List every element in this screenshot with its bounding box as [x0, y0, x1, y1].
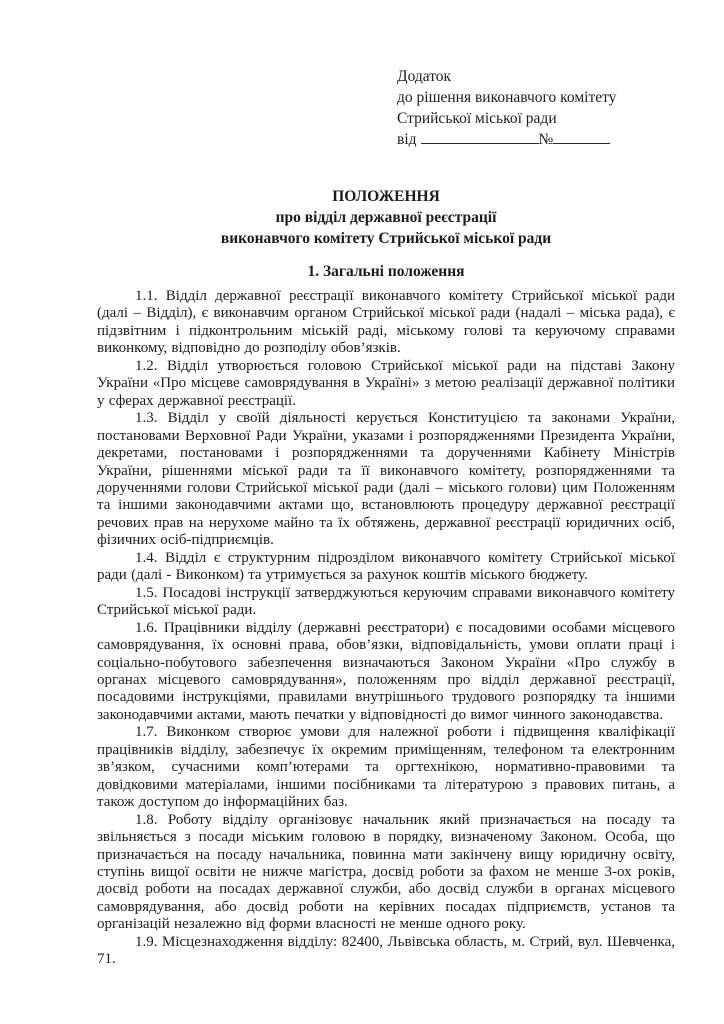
paragraph: 1.6. Працівники відділу (державні реєстратори) є посадовими особами місцевого самоврядування, їх основні права, обов’язки, відповідальність, умови оплати праці і соціально-побутового забезпечення визначаються Законом України «Про службу в органах місцевого самоврядування», положенням про відділ державної реєстрації, посадовими інструкціями, правилами внутрішнього трудового розпорядку та іншими законодавчими актами, мають печатки у відповідності до вимог чинного законодавства. [97, 619, 675, 723]
paragraph: 1.4. Відділ є структурним підрозділом виконавчого комітету Стрийської міської ради (далі - Виконком) та утримується за рахунок коштів міського бюджету. [97, 549, 675, 584]
section-heading: 1. Загальні положення [307, 263, 465, 280]
paragraph: 1.5. Посадові інструкції затверджуються керуючим справами виконавчого комітету Стрийської міської ради. [97, 584, 675, 619]
paragraph: 1.9. Місцезнаходження відділу: 82400, Львівська область, м. Стрий, вул. Шевченка, 71. [97, 933, 675, 968]
annex-line: Додаток [397, 68, 452, 85]
document-title [97, 186, 675, 249]
annex-line: Стрийської міської ради [397, 110, 557, 127]
document-body [97, 288, 675, 969]
paragraph: 1.7. Виконком створює умови для належної роботи і підвищення кваліфікації працівників відділу, забезпечує їх окремим приміщенням, телефоном та електронним зв’язком, сучасними комп’ютерами та оргтехнікою, нормативно-правовими та довідковими матеріалами, іншими посібниками та літературою з правових питань, а також доступом до інформаційних баз. [97, 724, 675, 811]
annex-date-line [397, 129, 697, 150]
annex-line: до рішення виконавчого комітету [397, 89, 617, 106]
number-sign-label: № [538, 131, 554, 148]
paragraph: 1.1. Відділ державної реєстрації виконавчого комітету Стрийської міської ради (далі – Відділ), є виконавчим органом Стрийської міської ради (надалі – міська рада), є підзвітним і підконтрольним міській раді, міському голові та керуючому справами виконкому, відповідно до розподілу обов’язків. [97, 288, 675, 357]
annex-header [397, 66, 697, 129]
number-blank-line [553, 130, 610, 144]
paragraph: 1.3. Відділ у своїй діяльності керується Конституцією та законами України, постановами Верховної Ради України, указами і розпорядженнями Президента України, декретами, постановами і розпорядженнями та дорученнями Кабінету Міністрів України, рішеннями міської ради та її виконавчого комітету, розпорядженнями та дорученнями голови Стрийської міської ради (далі – міського голови) цим Положенням та іншими законодавчими актами що, встановлюють процедуру державної реєстрації речових прав на нерухоме майно та їх обтяжень, державної реєстрації юридичних осіб, фізичних осіб-підприємців. [97, 410, 675, 549]
date-blank-line [421, 130, 539, 144]
paragraph: 1.8. Роботу відділу організовує начальник який призначається на посаду та звільняється з посади міським головою в порядку, визначеному Законом. Особа, що призначається на посаду начальника, повинна мати закінчену вищу юридичну освіту, ступінь вищої освіти не нижче магістра, досвід роботи за фахом не менше 3-ох років, досвід роботи на посадах державної служби, або досвід служби в органах місцевого самоврядування, або досвід роботи на керівних посадах підприємств, установ та організацій незалежно від форми власності не менше одного року. [97, 811, 675, 933]
title-line: виконавчого комітету Стрийської міської ради [220, 230, 552, 247]
title-line: про відділ державної реєстрації [275, 209, 497, 226]
paragraph: 1.2. Відділ утворюється головою Стрийської міської ради на підставі Закону України «Про місцеве самоврядування в Україні» з метою реалізації державної політики у сферах державної реєстрації. [97, 357, 675, 409]
date-prefix-label: від [397, 131, 417, 148]
title-line: ПОЛОЖЕННЯ [332, 188, 440, 205]
annex-date-line-wrap [397, 129, 697, 150]
